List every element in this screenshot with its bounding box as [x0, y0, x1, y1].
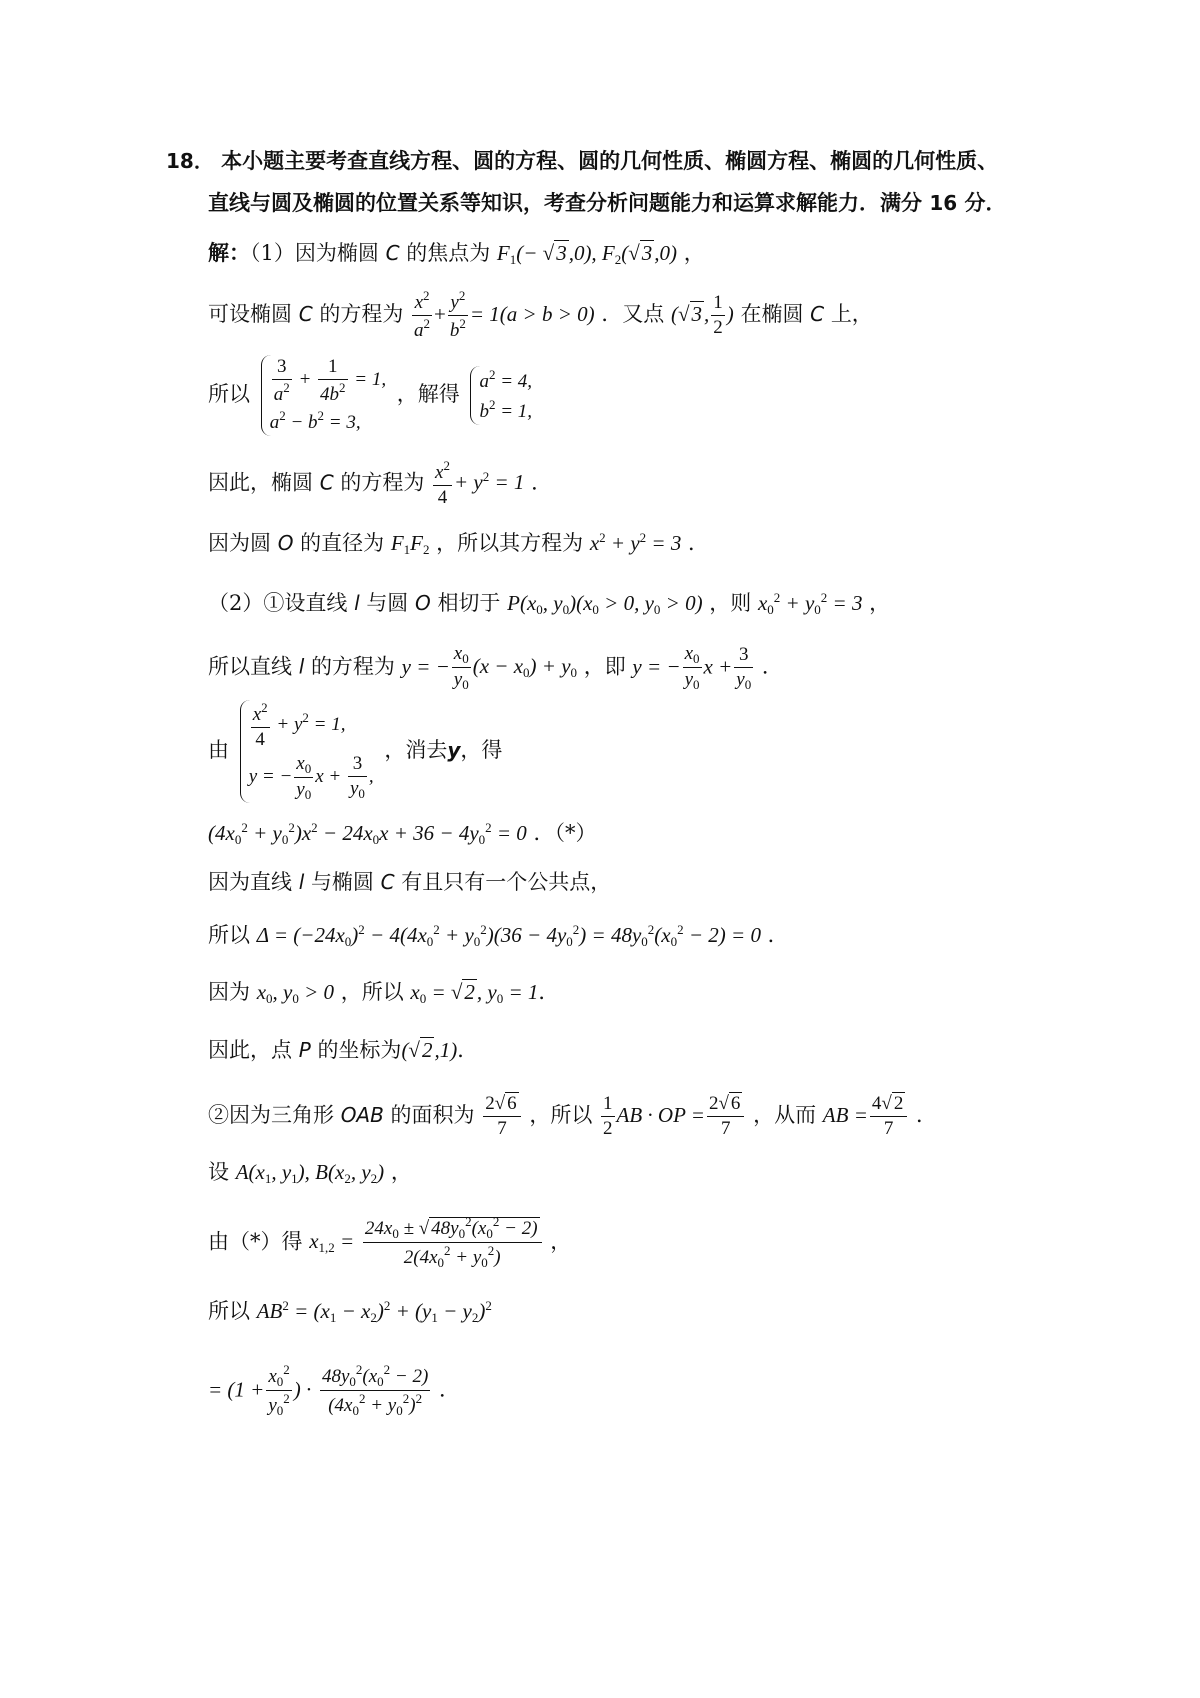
text: 由（*）得: [208, 1229, 303, 1254]
header-text-2-end: 分．: [964, 190, 1007, 215]
text: ②因为三角形: [208, 1102, 334, 1127]
text: ，所以其方程为: [436, 531, 584, 555]
text: 所以: [208, 382, 250, 407]
text: ，即: [583, 654, 626, 679]
problem-number: 18．: [166, 149, 214, 173]
system-2: $a^2 = 4$, $b^2 = 1$,: [470, 366, 532, 425]
header-text-1: 本小题主要考查直线方程、圆的方程、圆的几何性质、椭圆方程、椭圆的几何性质、: [221, 148, 999, 173]
var-l: l: [298, 654, 305, 679]
text: 可设椭圆: [208, 301, 292, 326]
text: 与椭圆: [310, 870, 374, 894]
solution-line-10: [208, 870, 611, 895]
solution-line-12: 因为 $x_0$, $y_0 > 0$ ，所以 $x_0 = √2$, $y_0 = 1$．: [208, 980, 560, 1006]
var-oab: OAB: [340, 1102, 384, 1127]
header-text-2: 直线与圆及椭圆的位置关系等知识，考查分析问题能力和运算求解能力．满分: [208, 190, 922, 215]
header-score: 16: [929, 191, 958, 215]
text: （1）因为椭圆: [250, 241, 379, 265]
var-l: l: [354, 591, 360, 615]
text: 的方程为: [340, 470, 425, 495]
jie-label: 解：: [208, 240, 250, 265]
var-c: C: [810, 301, 825, 326]
text: 与圆: [366, 591, 409, 615]
solution-line-2: 可设椭圆 C 的方程为 $\frac{x^2}{a^2}$ + $\frac{y^2}{b^2}$ = 1(a > b > 0) ．又点 (√3, $\frac{1}{2}$ ) 在椭圆 C 上，: [208, 288, 873, 341]
text: 因为圆: [208, 531, 271, 555]
text: ．又点: [601, 301, 665, 326]
text: 的坐标为: [317, 1038, 402, 1062]
text: ，得: [460, 738, 503, 762]
var-c: C: [385, 241, 400, 265]
frac-1-2: $\frac{1}{2}$: [713, 292, 723, 338]
var-p: P: [298, 1038, 311, 1062]
solution-line-13: 因此，点 P 的坐标为(√2,1)．: [208, 1038, 479, 1062]
solution-line-9: $(4x_0^2 + y_0^2)x^2 - 24x_0x + 36 - 4y_0^2 = 0$ ．（*）: [208, 820, 597, 847]
formula-foci: $F_1(- √3,0)$, $F_2(√3,0)$: [496, 241, 678, 267]
text: 所以: [208, 1299, 250, 1323]
system-1: $\frac{3}{a^2}$ + $\frac{1}{4b^2}$ = 1, $a^2 - b^2 = 3$,: [261, 355, 386, 436]
problem-header-line1: [166, 148, 998, 173]
text: ，所以: [340, 980, 404, 1004]
text: 的直径为: [300, 531, 385, 555]
text: 所以直线: [208, 654, 292, 679]
text: （2）①设直线: [208, 591, 348, 615]
text: 的方程为: [319, 301, 404, 326]
var-o: O: [415, 591, 431, 615]
var-l: l: [298, 870, 305, 894]
frac-x2-a2: $\frac{x^2}{a^2}$: [414, 288, 431, 341]
solution-line-4: 因此，椭圆 C 的方程为 $\frac{x^2}{4}$ + $y^2 = 1$ ．: [208, 458, 553, 508]
system-3: $\frac{x^2}{4}$ + $y^2 = 1$, y = − $\frac{x_0}{y_0}$ x + $\frac{3}{y_0}$ ,: [240, 700, 374, 803]
var-c: C: [319, 470, 334, 495]
text: 由: [208, 738, 229, 762]
solution-line-8: [208, 700, 502, 803]
frac-x2-4: $\frac{x^2}{4}$: [435, 458, 450, 508]
text: ．（*）: [533, 821, 597, 845]
text: 的方程为: [310, 654, 395, 679]
text: ，所以: [529, 1102, 593, 1127]
text: 因为直线: [208, 870, 292, 894]
solution-line-5: 因为圆 O 的直径为 $F_1F_2$ ，所以其方程为 $x^2 + y^2 = 3$ ．: [208, 530, 710, 557]
var-y: y: [447, 738, 461, 762]
solution-line-3: [208, 355, 536, 436]
solution-line-16: 由（*）得 $x_{1,2}$ = $\frac{24x_0 \pm √ 48y_0^2(x_0^2 - 2)}{2(4x_0^2 + y_0^2)}$ ，: [208, 1214, 572, 1271]
text: 相切于: [437, 591, 501, 615]
text: 因此，点: [208, 1038, 292, 1062]
text: 有且只有一个公共点，: [401, 870, 612, 894]
text: 上，: [830, 301, 873, 326]
solution-line-18: = (1 + $\frac{x_0^2}{y_0^2}$ ) · $\frac{48y_0^2(x_0^2 - 2)}{(4x_0^2 + y_0^2)^2}$ ．: [208, 1362, 461, 1419]
solution-line-11: 所以 $\Delta = (-24x_0)^2 - 4(4x_0^2 + y_0^2)(36 - 4y_0^2) = 48y_0^2(x_0^2 - 2) = 0$ ．: [208, 922, 789, 949]
text: ，从而: [753, 1102, 817, 1127]
text: 设: [208, 1160, 229, 1184]
problem-header-line2: [208, 190, 1006, 215]
text: 的面积为: [390, 1102, 475, 1127]
solution-line-6: （2）①设直线 l 与圆 O 相切于 $P(x_0$, $y_0)(x_0 > 0$, $y_0 > 0$) ，则 $x_0^2 + y_0^2 = 3$ ，: [208, 590, 891, 617]
var-o: O: [277, 531, 294, 555]
frac-y2-b2: $\frac{y^2}{b^2}$: [449, 288, 466, 341]
var-c: C: [298, 301, 313, 326]
text: ，则: [709, 591, 752, 615]
frac-root-formula: $\frac{24x_0 \pm √ 48y_0^2(x_0^2 - 2)}{2(4x_0^2 + y_0^2)}$: [363, 1214, 542, 1272]
var-c: C: [380, 870, 395, 894]
text: 在椭圆: [740, 301, 804, 326]
solution-line-1: 解：（1）因为椭圆 C 的焦点为 $F_1(- √3,0)$, $F_2(√3,0)$ ，: [208, 240, 705, 267]
text: 所以: [208, 923, 250, 947]
solution-line-15: 设 $A(x_1$, $y_1$), $B(x_2$, $y_2$) ，: [208, 1160, 412, 1186]
text: 的焦点为: [406, 241, 491, 265]
solution-line-17: 所以 $AB^2 = (x_1 - x_2)^2 + (y_1 - y_2)^2$: [208, 1298, 492, 1325]
text: 因此，椭圆: [208, 470, 313, 495]
solution-line-7: 所以直线 l 的方程为 y = − $\frac{x_0}{y_0}$ $(x - x_0) + y_0$ ，即 y = − $\frac{x_0}{y_0}$ x + $\frac{3}{y_0}$ ．: [208, 643, 783, 693]
solution-line-14: ②因为三角形 OAB 的面积为 $\frac{2√ 6}{7}$ ，所以 $\frac{1}{2}$ AB · OP = $\frac{2√ 6}{7}$ ，从而 AB = $\frac{4√ 2}{7}$ ．: [208, 1093, 937, 1139]
text: ，消去: [384, 738, 448, 762]
text: ，解得: [396, 382, 460, 407]
text: 因为: [208, 980, 250, 1004]
